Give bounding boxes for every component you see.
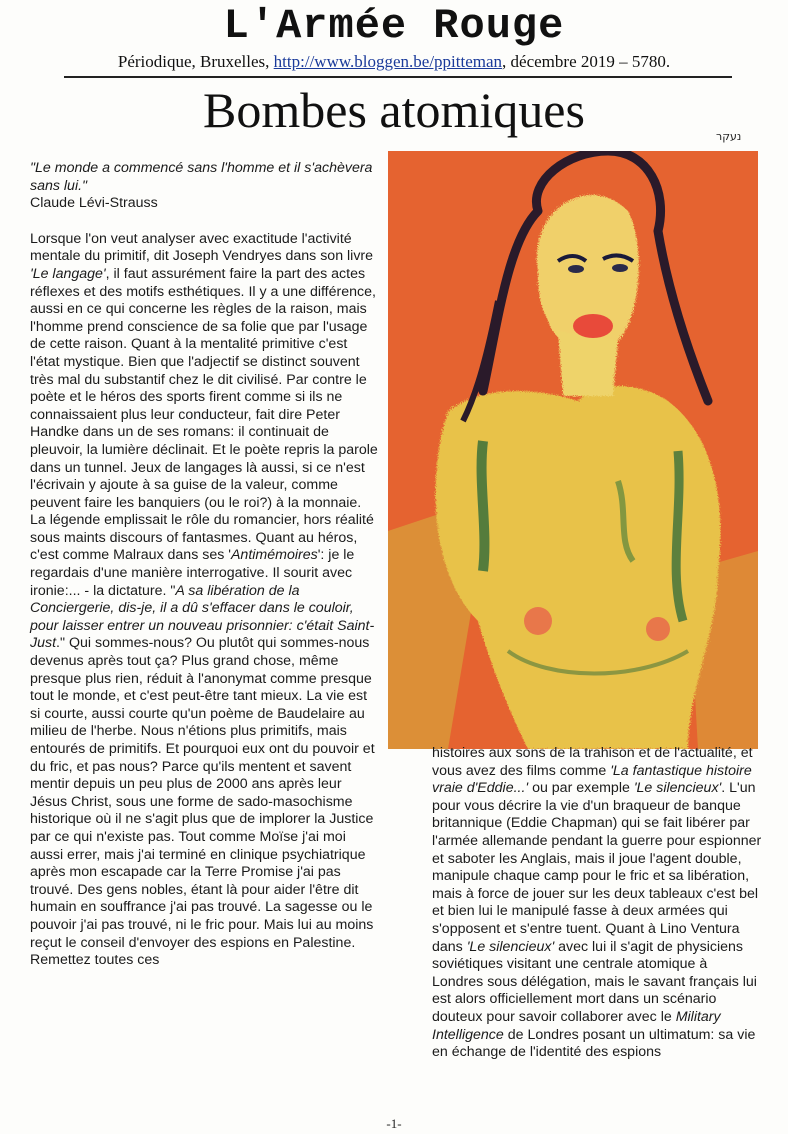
- masthead-title: L'Armée Rouge: [223, 2, 565, 50]
- epigraph-quote: "Le monde a commencé sans l'homme et il s'achèvera sans lui.": [30, 160, 373, 194]
- film-title: 'Le silencieux': [466, 938, 555, 955]
- book-title: 'Le langage': [30, 265, 106, 282]
- left-column: [30, 160, 380, 970]
- org-name: Military Intelligence: [432, 1008, 721, 1043]
- publication-prefix: Périodique, Bruxelles,: [117, 52, 274, 71]
- hebrew-tag: נעקר: [716, 130, 742, 143]
- text-run: . L'un pour vous décrire la vie d'un braqueur de banque britannique (Eddie Chapman) qui se fait libérer par l'armée allemande pendant la guerre pour espionner et saboter les Anglais, mais il joue l'agent double, manipule chaque camp pour le fric et sa libération, mais à force de jouer sur les deux tableaux c'est bel et bien lui le manipulé fasse à deux armées qui s'opposent et s'entre tuent. Quant à Lino Ventura dans: [432, 780, 762, 955]
- book-title: Antimémoires: [230, 547, 318, 564]
- text-run: , il faut assurément faire la part des actes réflexes et des motifs esthétiques. Il y a une différence, aussi en ce qui concerne les règles de la raison, mais l'homme prend conscience de sa folie que par l'usage de cette raison. Quant à la mentalité primitive c'est l'état mystique. Bien que l'adjectif se distinct souvent très mal du substantif chez le dit civilisé. Par contre le poète et le héros des sports firent comme si ils ne connaissaient plus leur conducteur, fait dire Peter Handke dans un de ses romans: il continuait de pleuvoir, la lumière déclinait. Et le poète repris la parole dans un tunnel. Jeux de langages là aussi, si ce n'est l'écrivain y ajoute à sa guise de la valeur, comme peuvent faire les banquiers (ou le roi?) à la monnaie. La légende emplissait le rôle du romancier, hors réalité sous maints discours of fantasmes. Quant au héros, c'est comme Malraux dans ses ': [30, 265, 378, 564]
- text-run: ." Qui sommes-nous? Ou plutôt qui sommes-nous devenus après tout ça? Plus grand chose, même presque plus rien, réduit à l'anonymat comme presque tout le monde, et c'est peut-être tant mieux. La vie est si courte, aussi courte qu'un poème de Baudelaire au milieu de l'herbe. Nous n'étions plus primitifs, mais entourés de primitifs. Et pourquoi eux ont du pouvoir et du fric, et pas nous? Parce qu'ils mentent et savent mentir depuis un peu plus de 2000 ans après leur Jésus Christ, sous une forme de sado-masochisme historique où il ne s'agit plus que de implorer la Justice par ce qui n'existe pas. Tout comme Moïse j'ai moi aussi errer, mais j'ai terminé en clinique psychiatrique après mon escapade car la Terre Promise j'ai pas trouvé. Des gens nobles, étant là pour aider l'être dit humain en souffrance j'ai pas trouvé. La sagesse ou le pouvoir j'ai pas trouvé, ni le fric pour. Mais lui au moins reçut le conseil d'envoyer des espions en Palestine. Remettez toutes ces: [30, 635, 375, 969]
- text-run: Lorsque l'on veut analyser avec exactitude l'activité mentale du primitif, dit Joseph Vendryes dans son livre: [30, 230, 374, 265]
- publication-line: [0, 52, 788, 72]
- film-title: 'La fantastique histoire vraie d'Eddie...': [432, 762, 752, 797]
- right-column: [432, 745, 762, 1062]
- inline-quote: A sa libération de la Conciergerie, dis-je, il a dû s'effacer dans le couloir, pour laisser entrer un nouveau prisonnier: c'était Saint-Just: [30, 582, 375, 652]
- text-run: ': je le regardais d'une manière interrogative. Il sourit avec ironie:... - la dictature. ": [30, 547, 355, 599]
- text-run: avec lui il s'agit de physiciens soviétiques visitant une centrale atomique à Londres sous délégation, mais le savant français lui est alors officiellement mort dans un scénario douteux pour savoir collaborer avec le: [432, 938, 757, 1025]
- page-number: -1-: [386, 1116, 402, 1131]
- body-paragraph-right: [432, 745, 762, 1062]
- epigraph-author: Claude Lévi-Strauss: [30, 195, 158, 212]
- painting-image: [388, 151, 758, 749]
- header-rule: [64, 76, 732, 78]
- article-headline: Bombes atomiques: [203, 82, 585, 138]
- text-run: ou par exemple: [528, 780, 634, 797]
- publication-suffix: , décembre 2019 – 5780.: [502, 52, 671, 71]
- body-paragraph-left: [30, 231, 380, 970]
- text-run: de Londres posant un ultimatum: sa vie en échange de l'identité des espions: [432, 1026, 756, 1061]
- text-run: histoires aux sons de la trahison et de l'actualité, et vous avez des films comme: [432, 745, 753, 779]
- film-title: 'Le silencieux': [633, 780, 722, 797]
- blog-link[interactable]: http://www.bloggen.be/ppitteman: [273, 52, 503, 71]
- painting-artwork: [388, 151, 758, 749]
